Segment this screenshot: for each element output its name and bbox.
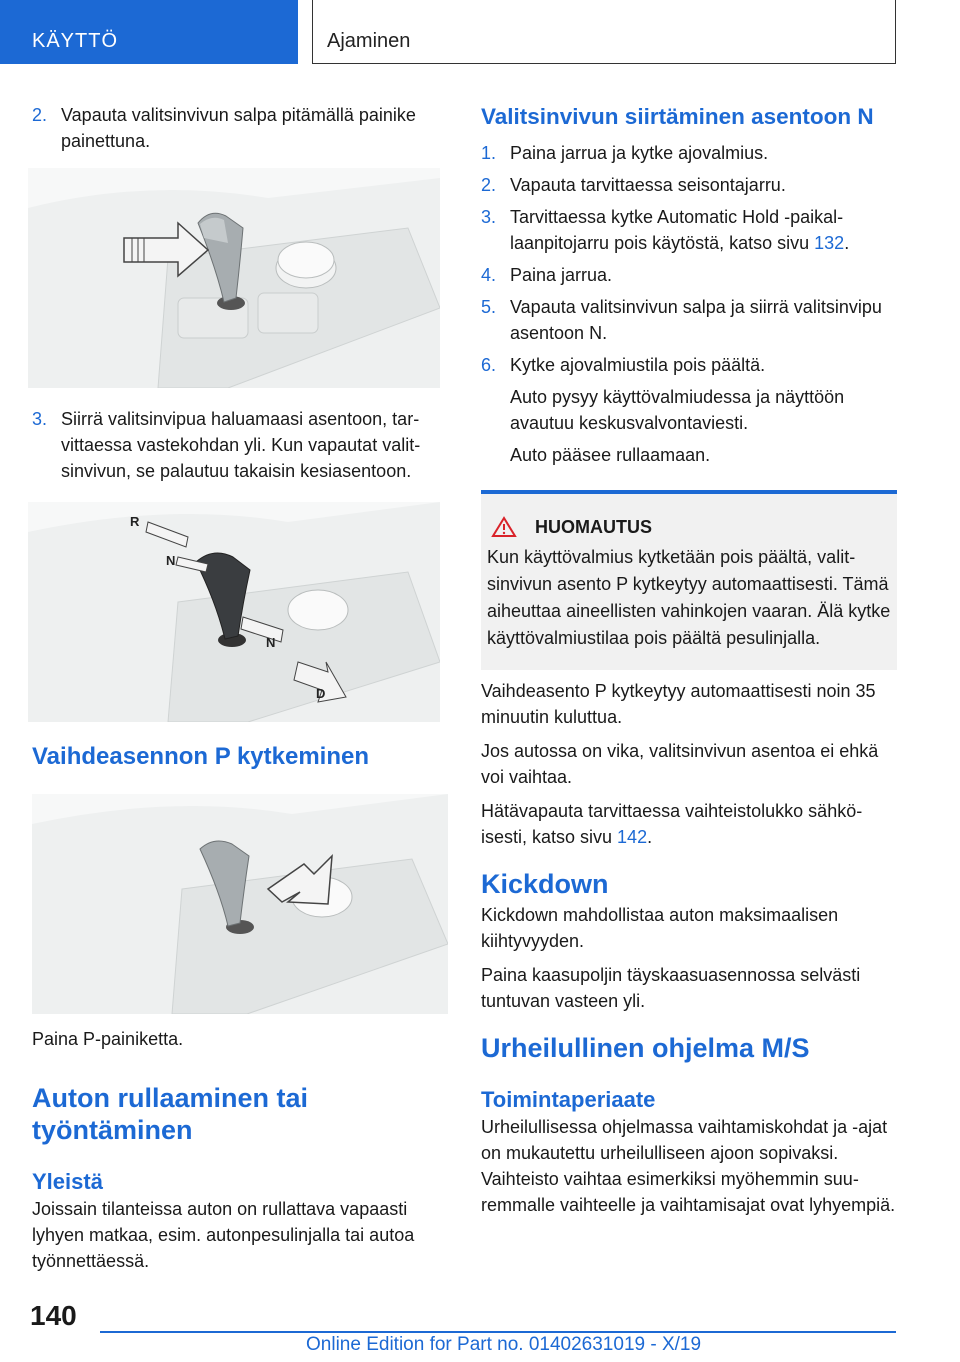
figure-lever-positions: [28, 502, 440, 722]
section-tab[interactable]: [0, 0, 298, 64]
figure-p-button: [32, 794, 448, 1014]
auto-p-text: Vaihdeasento P kytkeytyy automaattisesti noin 35 minuutin kuluttua.: [481, 681, 876, 727]
warning-text: Kun käyttövalmius kytketään pois päältä, valitsinvivun asento P kytkeytyy automaattisesti. Tämä aiheuttaa aineellisten vahinkojen vaaran. Älä kytke käyttövalmiustilaa pois päältä pesulinjalla.: [487, 547, 891, 648]
sport-text: Urheilullisessa ohjelmassa vaihtamiskohdat ja -ajat on mukautettu urheilulliseen ajoon sopivaksi. Vaihteisto vaihtaa esimerkiksi myöhemmin suuremmalle vaihteelle ja vaihtamisajat ovat lyhyempiä.: [481, 1117, 896, 1215]
step-text: Paina jarrua ja kytke ajovalmius.: [510, 143, 769, 163]
step-number: 6.: [481, 355, 497, 375]
step-number: 1.: [481, 143, 497, 163]
footer-divider: [100, 1331, 896, 1333]
page-link-132[interactable]: 132: [814, 233, 845, 253]
step-6-result-a: Auto pysyy käyttövalmiudessa ja näyttöön avautuu keskusvalvontaviesti.: [510, 387, 845, 433]
subheading-principle: Toimintaperiaate: [481, 1087, 656, 1112]
step-number: 5.: [481, 297, 497, 317]
step-2: [32, 102, 444, 154]
step-text: Vapauta valitsinvivun salpa ja siirrä valitsinvipu asentoon N.: [510, 297, 882, 343]
gear-r-label: R: [130, 514, 140, 529]
step-text: Vapauta valitsinvivun salpa pitämällä painike painettuna.: [61, 105, 416, 151]
emergency-text-body: Hätävapauta tarvittaessa vaihteistolukko sähköisesti, katso sivu: [481, 801, 863, 847]
step-6-result-b: Auto pääsee rullaamaan.: [510, 445, 711, 465]
step-number: 3.: [481, 207, 497, 227]
step-number: 3.: [32, 409, 48, 429]
step-text: Kytke ajovalmiustila pois päältä.: [510, 355, 766, 375]
emergency-text-end: .: [647, 827, 653, 847]
warning-box: [481, 490, 897, 670]
warning-title-text: HUOMAUTUS: [535, 516, 652, 537]
chapter-tab: [312, 0, 896, 64]
section-heading-kickdown: Kickdown: [481, 869, 609, 899]
press-p-text: Paina P-painiketta.: [32, 1029, 184, 1049]
step-text: Siirrä valitsinvipua haluamaasi asentoon, tarvittaessa vastekohdan yli. Kun vapautat valitsinvivun, se palautuu takaisin kesiasentoon.: [61, 409, 421, 481]
general-text: Joissain tilanteissa auton on rullattava vapaasti lyhyen matkaa, esim. autonpesulinjalla tai autoa työnnettäessä.: [32, 1199, 415, 1271]
step-2: [481, 172, 897, 198]
step-text-end: .: [844, 233, 850, 253]
step-4: [481, 262, 897, 288]
section-heading-rolling: Auton rullaaminen tai työntäminen: [32, 1083, 309, 1145]
gear-n1-label: N: [166, 553, 176, 568]
step-number: 2.: [481, 175, 497, 195]
step-3: [481, 204, 897, 256]
gear-d-label: D: [316, 686, 326, 701]
section-heading-sport: Urheilullinen ohjelma M/S: [481, 1033, 810, 1063]
subheading-general: Yleistä: [32, 1169, 103, 1194]
footer-edition: Online Edition for Part no. 01402631019 - X/19: [306, 1334, 702, 1355]
step-number: 4.: [481, 265, 497, 285]
kickdown-text-1: Kickdown mahdollistaa auton maksimaalisen kiihtyvyyden.: [481, 905, 839, 951]
fault-text: Jos autossa on vika, valitsinvivun asentoa ei ehkä voi vaihtaa.: [481, 741, 879, 787]
step-text: Vapauta tarvittaessa seisontajarru.: [510, 175, 786, 195]
step-text: Tarvittaessa kytke Automatic Hold -paikallaanpitojarru pois käytöstä, katso sivu: [510, 207, 844, 253]
page-link-142[interactable]: 142: [617, 827, 648, 847]
step-1: [481, 140, 897, 166]
section-heading-n: Valitsinvivun siirtäminen asentoon N: [481, 104, 874, 129]
step-3: [32, 406, 444, 484]
figure-lever-release: [28, 168, 440, 388]
chapter-label: Ajaminen: [327, 30, 411, 52]
warning-triangle-icon: [491, 516, 517, 538]
step-number: 2.: [32, 105, 48, 125]
step-text: Paina jarrua.: [510, 265, 613, 285]
emergency-text: [481, 798, 897, 850]
steps-list: [481, 140, 897, 378]
warning-title: [487, 516, 891, 538]
section-label: KÄYTTÖ: [32, 30, 119, 52]
section-heading-p: Vaihdeasennon P kytkeminen: [32, 743, 370, 770]
left-column: [32, 102, 444, 1274]
step-6: [481, 352, 897, 378]
kickdown-text-2: Paina kaasupoljin täyskaasuasennossa selvästi tuntuvan vasteen yli.: [481, 965, 861, 1011]
step-5: [481, 294, 897, 346]
page-number: 140: [30, 1300, 77, 1331]
right-column: [481, 102, 897, 1218]
gear-n2-label: N: [266, 635, 276, 650]
